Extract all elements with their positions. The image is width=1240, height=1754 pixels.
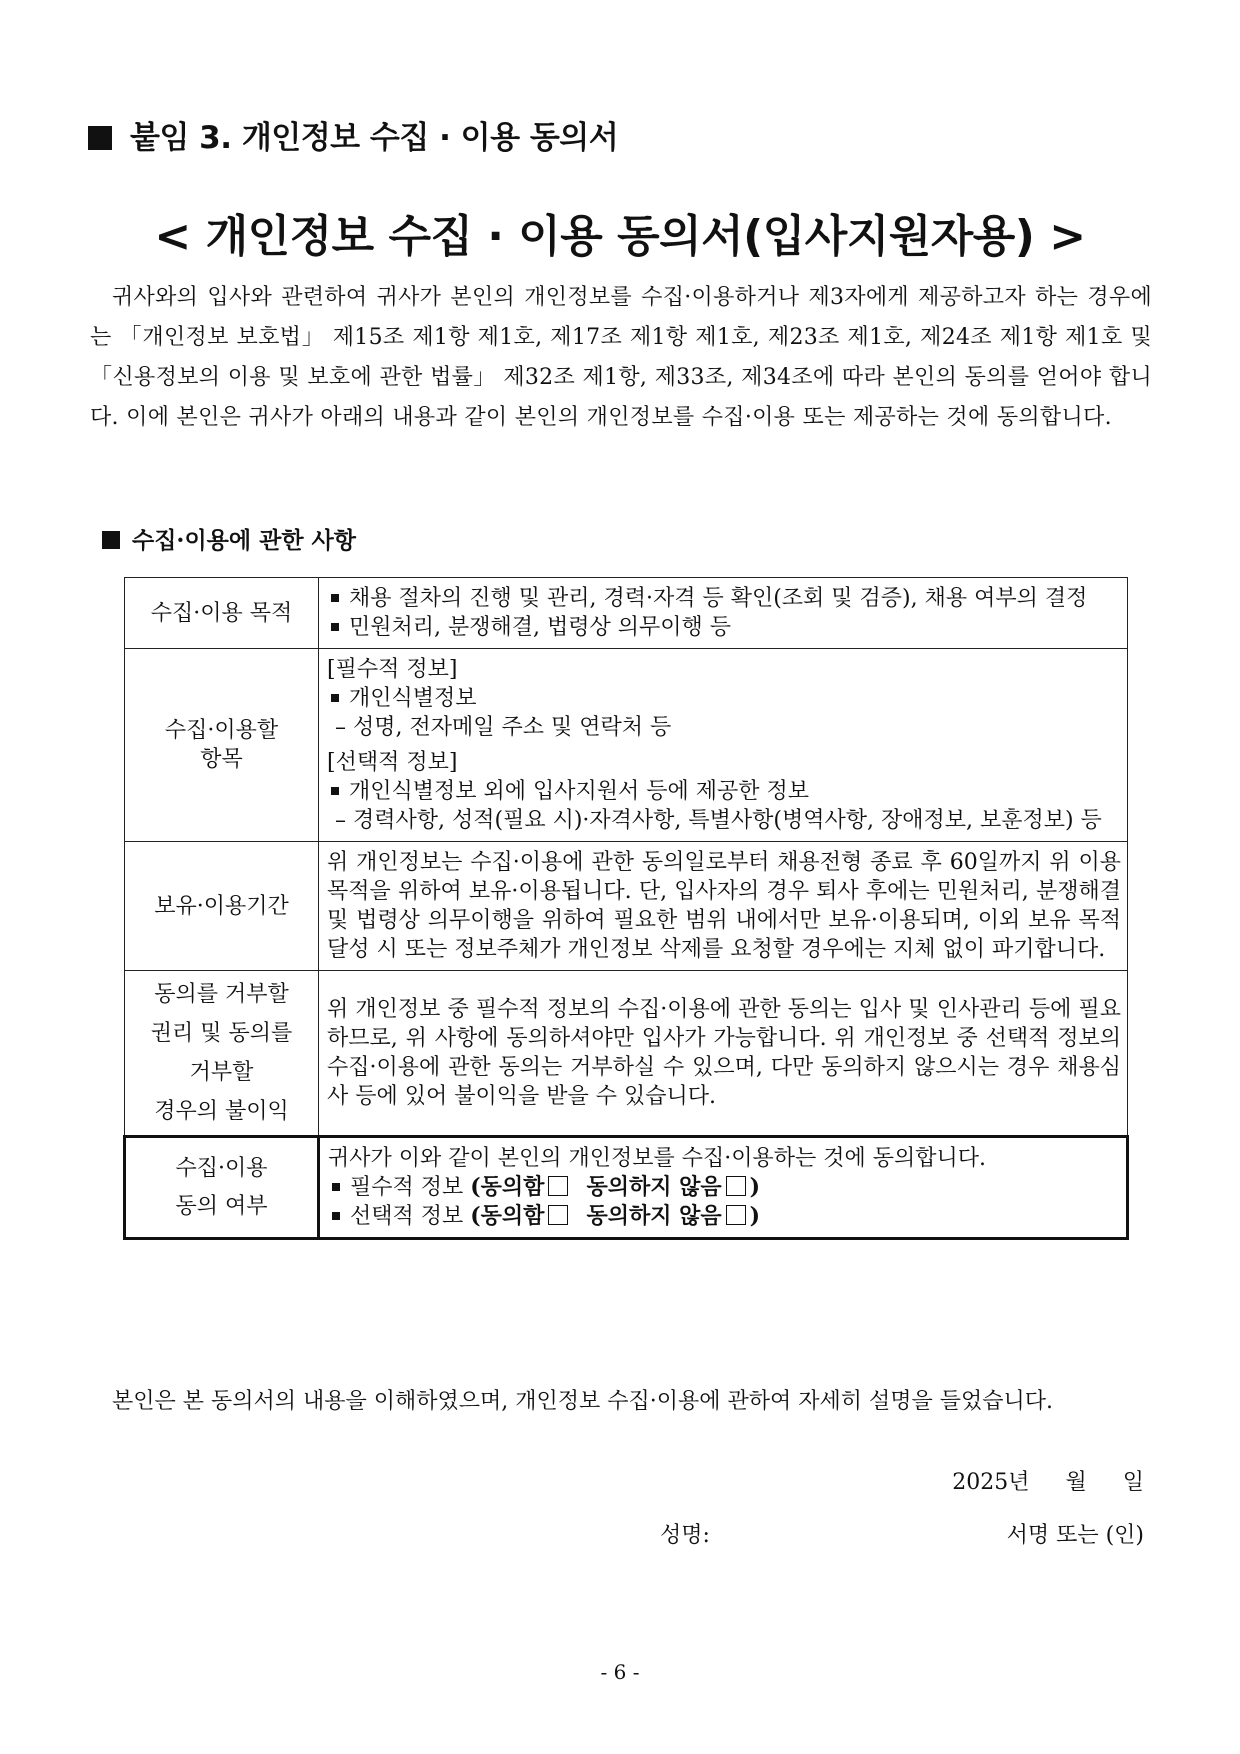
list-item: 채용 절차의 진행 및 관리, 경력·자격 등 확인(조회 및 검증), 채용 여부의 결정 bbox=[327, 584, 1121, 613]
bullet-icon bbox=[331, 787, 339, 795]
signature-field-label: 서명 또는 (인) bbox=[1006, 1523, 1144, 1548]
bullet-icon bbox=[332, 1183, 340, 1191]
bullet-icon bbox=[331, 623, 339, 631]
section-heading-text: 수집·이용에 관한 사항 bbox=[132, 527, 356, 554]
date-year: 2025년 bbox=[952, 1470, 1030, 1495]
date-day: 일 bbox=[1122, 1470, 1144, 1495]
table-row-consent bbox=[125, 1137, 1128, 1239]
refusal-label: 동의를 거부할 권리 및 동의를 거부할 경우의 불이익 bbox=[125, 971, 319, 1137]
required-heading: [필수적 정보] bbox=[327, 657, 458, 682]
table-row-items bbox=[125, 649, 1128, 842]
retention-content: 위 개인정보는 수집·이용에 관한 동의일로부터 채용전형 종료 후 60일까지 위 이용목적을 위하여 보유·이용됩니다. 단, 입사자의 경우 퇴사 후에는 민원처리, 분쟁해결 및 법령상 의무이행을 위하여 필요한 범위 내에서만 보유·이용되며, 이외 보유 목적 달성 시 또는 정보주체가 개인정보 삭제를 요청할 경우에는 지체 없이 파기합니다. bbox=[319, 842, 1128, 971]
purpose-label: 수집·이용 목적 bbox=[125, 578, 319, 649]
name-field-label: 성명: bbox=[660, 1523, 710, 1548]
list-item: 민원처리, 분쟁해결, 법령상 의무이행 등 bbox=[327, 613, 1121, 642]
attachment-title: 붙임 3. 개인정보 수집 · 이용 동의서 bbox=[130, 120, 619, 156]
refusal-content: 위 개인정보 중 필수적 정보의 수집·이용에 관한 동의는 입사 및 인사관리 등에 필요하므로, 위 사항에 동의하셔야만 입사가 가능합니다. 위 개인정보 중 선택적 정보의 수집·이용에 관한 동의는 거부하실 수 있으며, 다만 동의하지 않으시는 경우 채용심사 등에 있어 불이익을 받을 수 있습니다. bbox=[319, 971, 1128, 1137]
list-item: 개인식별정보 bbox=[327, 684, 1121, 713]
page-number: - 6 - bbox=[600, 1660, 640, 1684]
optional-detail: – 경력사항, 성적(필요 시)·자격사항, 특별사항(병역사항, 장애정보, 보훈정보) 등 bbox=[335, 808, 1102, 833]
bullet-icon bbox=[331, 694, 339, 702]
square-bullet-icon bbox=[88, 126, 112, 150]
consent-label: 수집·이용 동의 여부 bbox=[125, 1137, 319, 1239]
attachment-heading bbox=[88, 112, 618, 157]
section-heading bbox=[102, 522, 356, 555]
optional-disagree-checkbox[interactable] bbox=[726, 1205, 746, 1225]
required-detail: – 성명, 전자메일 주소 및 연락처 등 bbox=[335, 715, 672, 740]
consent-info-table bbox=[123, 577, 1129, 1240]
consent-statement: 귀사가 이와 같이 본인의 개인정보를 수집·이용하는 것에 동의합니다. bbox=[328, 1146, 986, 1171]
list-item: 개인식별정보 외에 입사지원서 등에 제공한 정보 bbox=[327, 777, 1121, 806]
table-row-refusal bbox=[125, 971, 1128, 1137]
signature-date bbox=[952, 1465, 1144, 1496]
optional-agree-checkbox[interactable] bbox=[548, 1205, 568, 1225]
table-row-purpose bbox=[125, 578, 1128, 649]
intro-paragraph: 귀사와의 입사와 관련하여 귀사가 본인의 개인정보를 수집·이용하거나 제3자에게 제공하고자 하는 경우에는 「개인정보 보호법」 제15조 제1항 제1호, 제17조 제1항 제1호, 제23조 제1호, 제24조 제1항 제1호 및 「신용정보의 이용 및 보호에 관한 법률」 제32조 제1항, 제33조, 제34조에 따라 본인의 동의를 얻어야 합니다. 이에 본인은 귀사가 아래의 내용과 같이 본인의 개인정보를 수집·이용 또는 제공하는 것에 동의합니다. bbox=[90, 285, 1152, 430]
retention-label: 보유·이용기간 bbox=[125, 842, 319, 971]
consent-content bbox=[319, 1137, 1128, 1239]
required-agree-checkbox[interactable] bbox=[548, 1176, 568, 1196]
optional-consent-row: 선택적 정보 (동의함 동의하지 않음 ) bbox=[328, 1202, 1120, 1231]
date-month: 월 bbox=[1065, 1470, 1087, 1495]
optional-heading: [선택적 정보] bbox=[327, 750, 458, 775]
purpose-content bbox=[319, 578, 1128, 649]
required-consent-row: 필수적 정보 (동의함 동의하지 않음 ) bbox=[328, 1173, 1120, 1202]
square-bullet-icon bbox=[102, 531, 120, 549]
bullet-icon bbox=[331, 594, 339, 602]
required-disagree-checkbox[interactable] bbox=[726, 1176, 746, 1196]
bullet-icon bbox=[332, 1212, 340, 1220]
items-content bbox=[319, 649, 1128, 842]
acknowledgement-text: 본인은 본 동의서의 내용을 이해하였으며, 개인정보 수집·이용에 관하여 자세히 설명을 들었습니다. bbox=[112, 1389, 1053, 1414]
table-row-retention bbox=[125, 842, 1128, 971]
items-label: 수집·이용할 항목 bbox=[125, 649, 319, 842]
document-title: < 개인정보 수집 · 이용 동의서(입사지원자용) > bbox=[154, 211, 1086, 262]
